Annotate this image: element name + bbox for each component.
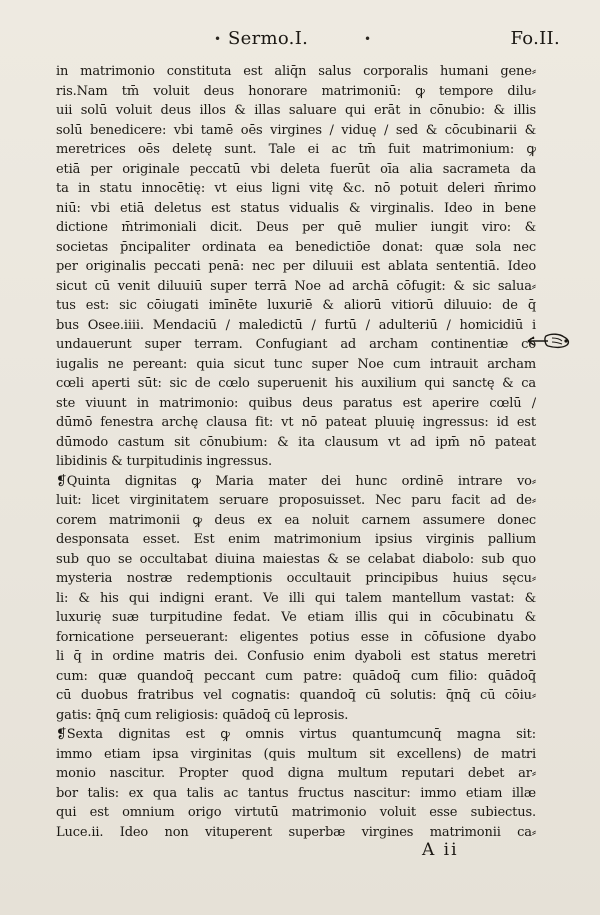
text-line: solū benedicere: vbi tamē oēs virgines / viduę / sed & cōcubinarii &	[56, 122, 536, 138]
text-line: cum: quæ quandoq̄ peccant cum patre: quādoq̄ cum filio: quādoq̄	[56, 668, 536, 684]
text-line: dūmō fenestra archę clausa fit: vt nō pateat pluuię ingressus: id est	[56, 415, 536, 430]
page-header	[0, 28, 600, 54]
text-line: cœli aperti sūt: sic de cœlo superuenit his auxilium qui sanctę & ca	[56, 376, 536, 391]
text-line: meretrices oēs deletę sunt. Tale ei ac tm̄ fuit matrimonium: ꝙ	[56, 142, 536, 157]
text-line: luit: licet virginitatem seruare proposuisset. Nec paru facit ad de⸗	[56, 493, 536, 508]
running-head: Sermo.I.	[228, 28, 309, 49]
text-line: ris.Nam tm̄ voluit deus honorare matrimoniū: ꝙ tempore dilu⸗	[56, 83, 536, 99]
text-line: mysteria nostræ redemptionis occultauit principibus huius sęcu⸗	[56, 571, 536, 586]
text-line: per originalis peccati penā: nec per diluuii est ablata sententiā. Ideo	[56, 259, 536, 274]
text-line: Luce.ii. Ideo non vituperent superbæ virgines matrimonii ca⸗	[56, 824, 536, 840]
text-line: iugalis ne pereant: quia sicut tunc super Noe cum intrauit archam	[56, 356, 536, 372]
text-line: sub quo se occultabat diuina maiestas & se celabat diabolo: sub quo	[56, 551, 536, 567]
text-line: ste viuunt in matrimonio: quibus deus paratus est aperire cœlū /	[56, 395, 536, 411]
text-line: niū: vbi etiā deletus est status vidualis & virginalis. Ideo in bene	[56, 200, 536, 216]
text-line: li: & his qui indigni erant. Ve illi qui talem mantellum vastat: &	[56, 590, 536, 606]
text-line: ❡Sexta dignitas est ꝙ omnis virtus quantumcunq̄ magna sit:	[56, 727, 536, 742]
text-line: qui est omnium origo virtutū matrimonio voluit esse subiectus.	[56, 805, 536, 820]
signature-mark: A ii	[422, 840, 459, 860]
header-ornament-left: •	[214, 32, 222, 46]
manicule-pointing-hand-icon	[526, 332, 572, 350]
text-line: libidinis & turpitudinis ingressus.	[56, 454, 273, 469]
text-line: dictione m̄trimoniali dicit. Deus per quē mulier iungit viro: &	[56, 220, 536, 235]
text-line: dūmodo castum sit cōnubium: & ita clausum vt ad ipm̄ nō pateat	[56, 434, 536, 450]
text-line: etiā per originale peccatū vbi deleta fuerūt oīa alia sacrameta da	[56, 161, 536, 177]
text-line: bor talis: ex qua talis ac tantus fructus nascitur: immo etiam illæ	[56, 785, 536, 801]
text-line: ta in statu innocētię: vt eius ligni vitę &c. nō potuit deleri m̄rimo	[56, 181, 536, 196]
text-line: ❡Quinta dignitas ꝙ Maria mater dei hunc ordinē intrare vo⸗	[56, 473, 536, 489]
folio-number: Fo.II.	[510, 28, 560, 49]
text-line: monio nascitur. Propter quod digna multum reputari debet ar⸗	[56, 766, 536, 781]
text-line: in matrimonio constituta est aliq̄n salus corporalis humani gene⸗	[56, 64, 536, 79]
text-line: gatis: q̄nq̄ cum religiosis: quādoq̄ cū leprosis.	[56, 707, 349, 723]
text-line: fornicatione perseuerant: eligentes potius esse in cōfusione dyabo	[56, 629, 536, 645]
text-line: luxurię suæ turpitudine fedat. Ve etiam illis qui in cōcubinatu &	[56, 610, 536, 625]
header-ornament-right: •	[364, 32, 372, 46]
body-text	[56, 62, 536, 842]
text-line: sicut cū venit diluuiū super terrā Noe ad archā cōfugit: & sic salua⸗	[56, 278, 536, 294]
text-line: tus est: sic cōiugati imīnēte luxuriē & aliorū vitiorū diluuio: de q̄	[56, 298, 536, 313]
text-line: undauerunt super terram. Confugiant ad archam continentiæ cō	[56, 337, 536, 352]
text-line: uii solū voluit deus illos & illas saluare qui erāt in cōnubio: & illis	[56, 103, 536, 118]
text-line: corem matrimonii ꝙ deus ex ea noluit carnem assumere donec	[56, 512, 536, 528]
text-line: li q̄ in ordine matris dei. Confusio enim dyaboli est status meretri	[56, 649, 536, 664]
text-line: desponsata esset. Est enim matrimonium ipsius virginis pallium	[56, 532, 536, 547]
text-line: bus Osee.iiii. Mendaciū / maledictū / furtū / adulteriū / homicidiū i	[56, 317, 536, 333]
text-line: societas p̄ncipaliter ordinata ea benedictiōe donat: quæ sola nec	[56, 239, 536, 255]
text-line: immo etiam ipsa virginitas (quis multum sit excellens) de matri	[56, 746, 536, 762]
text-line: cū duobus fratribus vel cognatis: quandoq̄ cū solutis: q̄nq̄ cū cōiu⸗	[56, 688, 536, 703]
